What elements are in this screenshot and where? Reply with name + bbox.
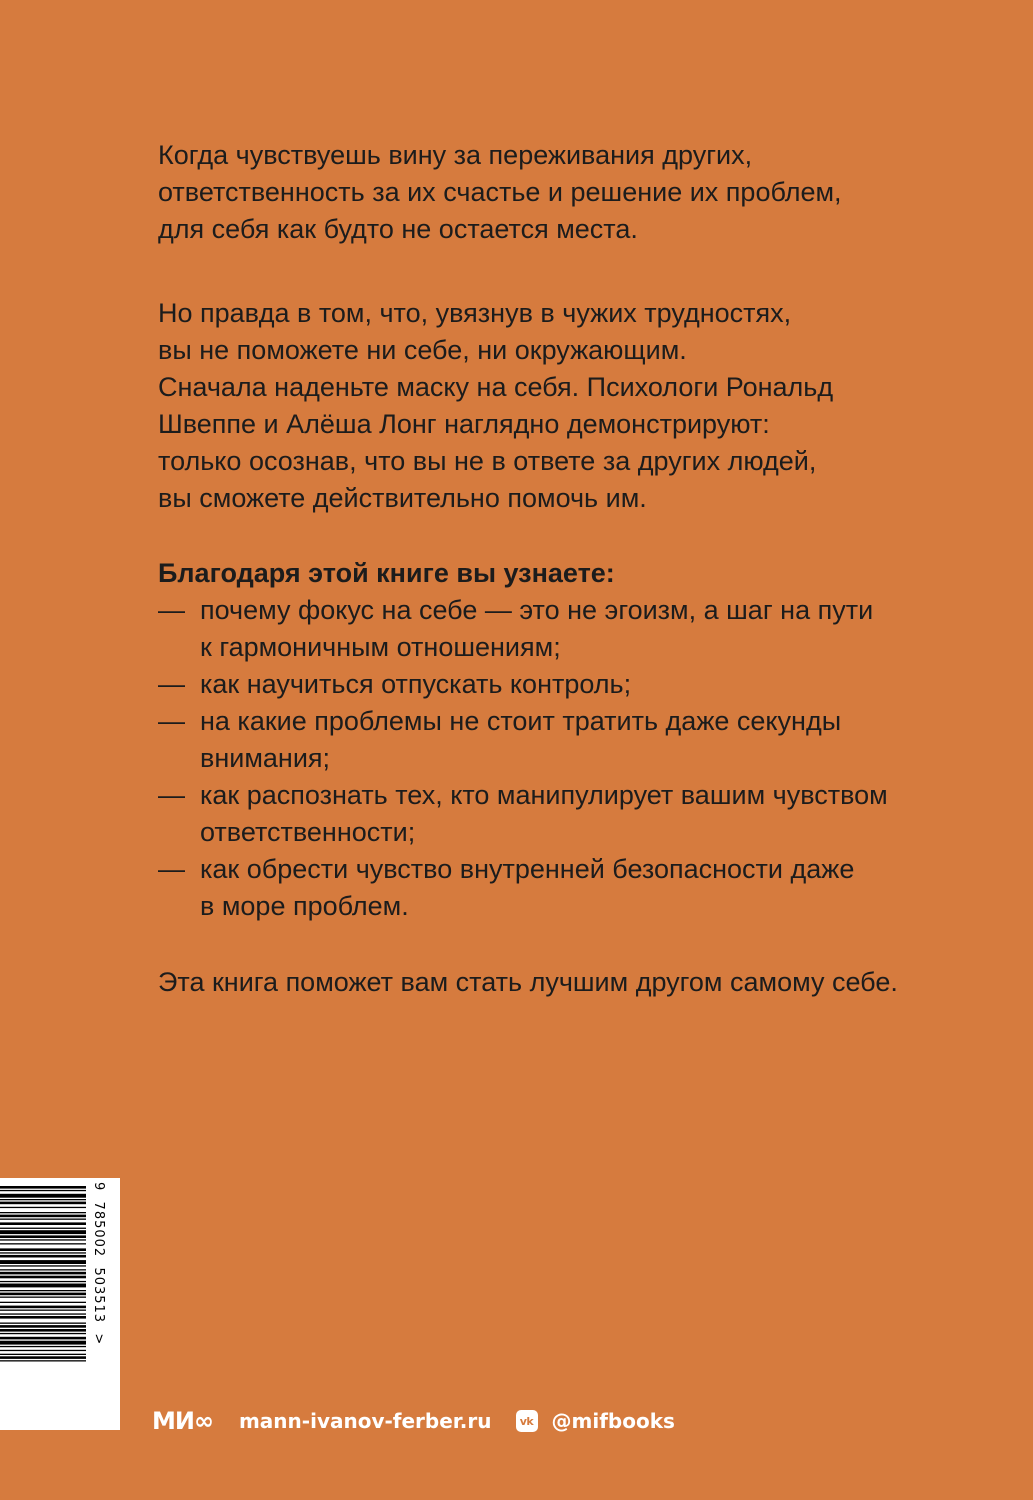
infinity-icon: ∞ xyxy=(193,1407,213,1435)
barcode-bar xyxy=(0,1293,86,1296)
social-handle[interactable]: @mifbooks xyxy=(551,1409,675,1433)
barcode-bar xyxy=(0,1272,86,1275)
barcode-digits xyxy=(91,1182,106,1345)
middle-line: Швеппе и Алёша Лонг наглядно демонстрируют: xyxy=(158,409,770,439)
website-link[interactable]: mann-ivanov-ferber.ru xyxy=(238,1409,492,1433)
benefits-list xyxy=(158,555,958,925)
barcode-bar xyxy=(0,1310,86,1311)
list-item xyxy=(158,703,958,777)
barcode-bar xyxy=(0,1333,86,1334)
barcode-bar xyxy=(0,1306,86,1309)
barcode-bar xyxy=(0,1313,86,1314)
barcode-bar xyxy=(0,1269,86,1270)
list-item-line: ответственности; xyxy=(200,817,416,847)
list-item-line: на какие проблемы не стоит тратить даже секунды xyxy=(200,706,842,736)
closing-paragraph xyxy=(158,964,958,1001)
barcode-bar xyxy=(0,1235,86,1238)
list-item xyxy=(158,777,958,851)
publisher-footer xyxy=(152,1403,675,1439)
list-item-line: внимания; xyxy=(200,743,331,773)
barcode-bar xyxy=(0,1190,86,1191)
barcode-bar xyxy=(0,1284,86,1288)
barcode-bar xyxy=(0,1222,86,1225)
barcode-bar xyxy=(0,1356,86,1359)
vk-icon-label: vk xyxy=(519,1414,534,1428)
barcode-bar xyxy=(0,1290,86,1291)
list-dash: — xyxy=(158,595,185,625)
list-dash: — xyxy=(158,669,185,699)
intro-line: ответственность за их счастье и решение их проблем, xyxy=(158,177,842,207)
list-dash: — xyxy=(158,706,185,736)
isbn-barcode xyxy=(0,1178,120,1430)
barcode-bar xyxy=(0,1260,86,1264)
middle-paragraph xyxy=(158,295,958,517)
barcode-bar xyxy=(0,1199,86,1200)
middle-line: вы сможете действительно помочь им. xyxy=(158,483,647,513)
barcode-bar xyxy=(0,1215,86,1218)
barcode-bar xyxy=(0,1337,86,1340)
barcode-bar xyxy=(0,1265,86,1266)
barcode-group-2: 503513 xyxy=(91,1267,106,1324)
list-item-line: как научиться отпускать контроль; xyxy=(200,669,632,699)
list-item xyxy=(158,851,958,925)
intro-paragraph xyxy=(158,137,958,248)
barcode-group-1: 785002 xyxy=(91,1201,106,1258)
barcode-bar xyxy=(0,1354,86,1355)
middle-line: Но правда в том, что, увязнув в чужих трудностях, xyxy=(158,298,792,328)
list-item-line: почему фокус на себе — это не эгоизм, а шаг на пути xyxy=(200,595,874,625)
vk-icon[interactable] xyxy=(516,1410,538,1432)
barcode-bar xyxy=(0,1325,86,1328)
barcode-bar xyxy=(0,1212,86,1213)
barcode-bar xyxy=(0,1230,86,1234)
middle-line: только осознав, что вы не в ответе за других людей, xyxy=(158,446,817,476)
barcode-bar xyxy=(0,1202,86,1205)
barcode-lead-digit: 9 xyxy=(91,1182,106,1192)
barcode-bar xyxy=(0,1323,86,1324)
barcode-bar xyxy=(0,1316,86,1319)
barcode-bars xyxy=(0,1178,100,1430)
barcode-bar xyxy=(0,1350,86,1351)
barcode-bar xyxy=(0,1360,86,1361)
barcode-bar xyxy=(0,1252,86,1253)
closing-line: Эта книга поможет вам стать лучшим другом самому себе. xyxy=(158,967,898,997)
barcode-bar xyxy=(0,1329,86,1332)
barcode-bar xyxy=(0,1219,86,1220)
barcode-bar xyxy=(0,1276,86,1279)
intro-line: Когда чувствуешь вину за переживания других, xyxy=(158,140,753,170)
list-item-line: к гармоничным отношениям; xyxy=(200,632,561,662)
barcode-bar xyxy=(0,1302,86,1303)
publisher-logo xyxy=(152,1407,213,1435)
barcode-bar xyxy=(0,1207,86,1208)
barcode-bar xyxy=(0,1346,86,1347)
middle-line: вы не поможете ни себе, ни окружающим. xyxy=(158,335,687,365)
list-dash: — xyxy=(158,780,185,810)
barcode-bar xyxy=(0,1255,86,1258)
list-item xyxy=(158,592,958,666)
logo-text: МИ xyxy=(152,1407,194,1435)
list-item-line: как обрести чувство внутренней безопасности даже xyxy=(200,854,855,884)
list-item xyxy=(158,666,958,703)
barcode-bar xyxy=(0,1186,86,1189)
list-item-line: в море проблем. xyxy=(200,891,409,921)
list-dash: — xyxy=(158,854,185,884)
barcode-bar xyxy=(0,1297,86,1298)
benefits-heading: Благодаря этой книге вы узнаете: xyxy=(158,558,615,588)
barcode-bar xyxy=(0,1248,86,1251)
barcode-bar xyxy=(0,1228,86,1229)
list-item-line: как распознать тех, кто манипулирует вашим чувством xyxy=(200,780,888,810)
barcode-bar xyxy=(0,1239,86,1240)
barcode-end-mark: > xyxy=(91,1333,106,1346)
barcode-bar xyxy=(0,1341,86,1345)
intro-line: для себя как будто не остается места. xyxy=(158,214,638,244)
barcode-bar xyxy=(0,1194,86,1198)
barcode-bar xyxy=(0,1281,86,1282)
barcode-bar xyxy=(0,1243,86,1244)
middle-line: Сначала наденьте маску на себя. Психологи Рональд xyxy=(158,372,834,402)
